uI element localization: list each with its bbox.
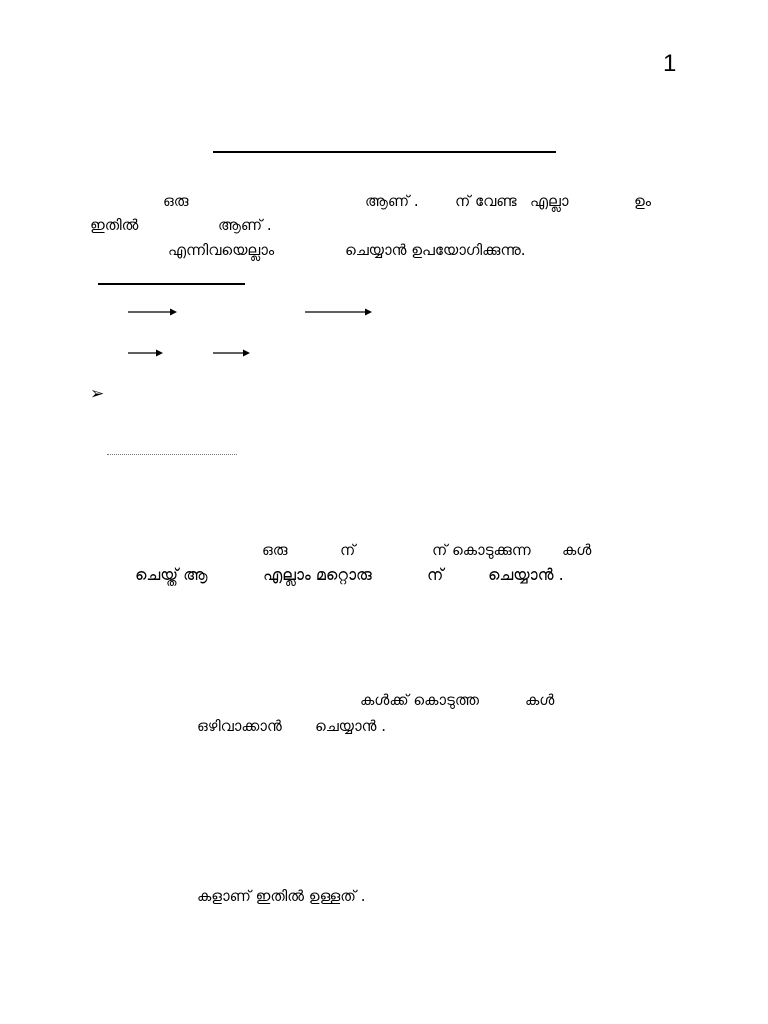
- word-nu-2: ന്: [427, 565, 444, 584]
- word-cheythu-aa: ചെയ്ത് ആ: [135, 565, 208, 584]
- word-cheyyaan: ചെയ്യാൻ .: [315, 717, 386, 735]
- word-oru: ഒരു: [163, 192, 189, 210]
- bullet-arrow-icon: ➢: [90, 384, 105, 404]
- page-number: 1: [663, 50, 677, 77]
- word-kalkku-koduththa: കൾക്ക് കൊടുത്ത: [360, 691, 479, 709]
- title-underline: [213, 151, 556, 153]
- arrow-right-icon: [213, 347, 251, 359]
- word-kal: കൾ: [562, 541, 592, 559]
- word-kalaanu-ithil-ullathu: കളാണ് ഇതിൽ ഉള്ളത് .: [197, 887, 366, 905]
- word-ennivayellaam: എന്നിവയെല്ലാം: [168, 241, 275, 259]
- section-heading-underline: [98, 283, 245, 285]
- word-kal: കൾ: [525, 691, 555, 709]
- word-ellaam-mattoru: എല്ലാം മറ്റൊരു: [263, 565, 372, 584]
- word-cheyyaan: ചെയ്യാൻ .: [488, 565, 564, 584]
- word-ellaa: എല്ലാ: [530, 192, 569, 210]
- word-aanu-2: ആണ് .: [218, 216, 272, 234]
- arrow-right-icon: [128, 347, 164, 359]
- arrow-right-icon: [305, 306, 373, 318]
- arrow-right-icon: [128, 306, 178, 318]
- word-nu: ന്: [340, 541, 356, 559]
- dotted-divider: [107, 454, 237, 455]
- word-nu-venda: ന് വേണ്ട: [455, 192, 517, 210]
- word-nu-kodukkunna: ന് കൊടുക്കുന്ന: [432, 541, 531, 559]
- word-ithil: ഇതിൽ: [90, 216, 139, 234]
- word-cheyyaan-upayogikkunnu: ചെയ്യാൻ ഉപയോഗിക്കുന്നു.: [345, 241, 526, 259]
- word-ozhivaakkaan: ഒഴിവാക്കാൻ: [197, 717, 282, 735]
- word-oru: ഒരു: [262, 541, 288, 559]
- word-aanu: ആണ് .: [365, 192, 419, 210]
- word-um: ഉം: [634, 192, 652, 210]
